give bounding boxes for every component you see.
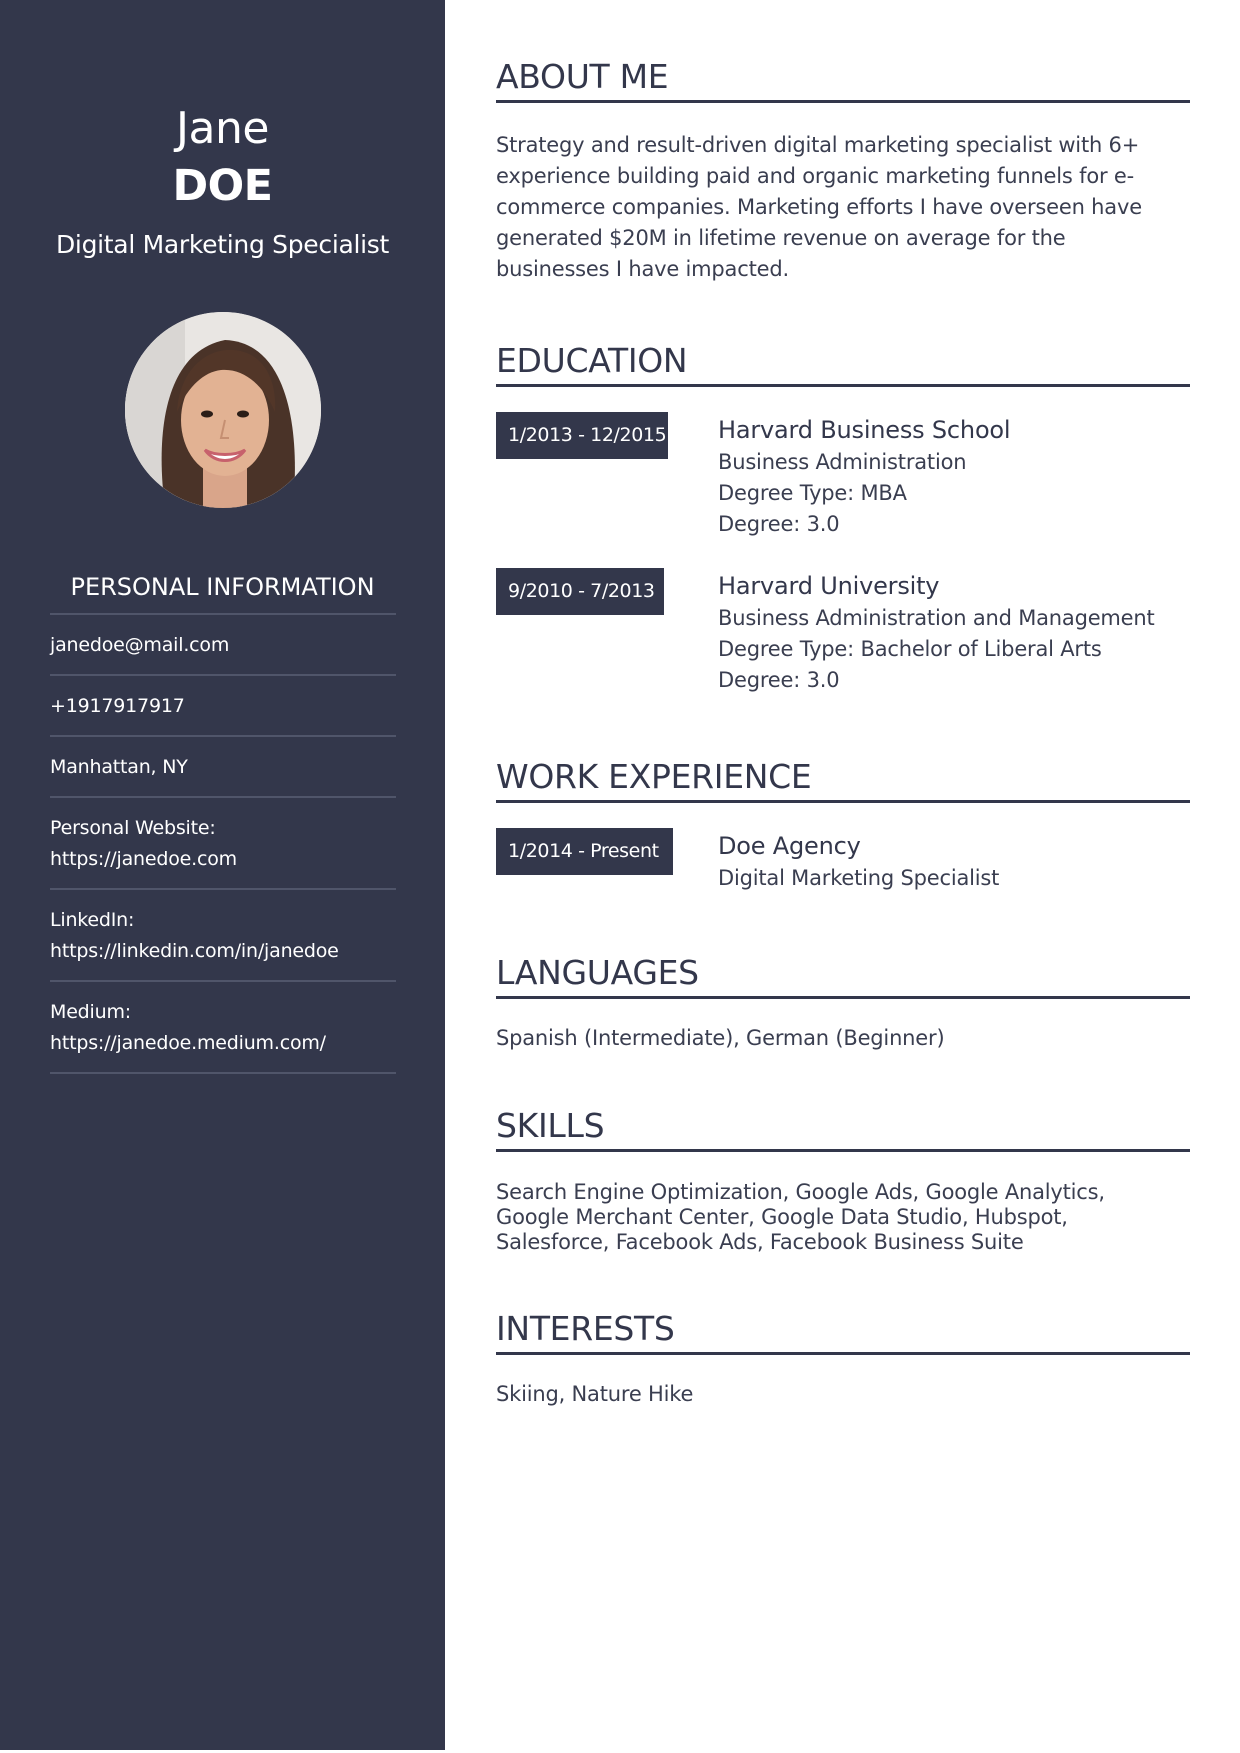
contact-email[interactable] [50, 613, 396, 674]
about-line: generated $20M in lifetime revenue on average for the [496, 226, 1066, 250]
first-name: Jane [176, 103, 269, 154]
about-line: Strategy and result-driven digital marketing specialist with 6+ [496, 133, 1140, 157]
contact-linkedin [50, 888, 396, 980]
work-entry [718, 830, 1190, 894]
skills-line: Salesforce, Facebook Ads, Facebook Business Suite [496, 1230, 1024, 1254]
education-entry [718, 414, 1190, 540]
languages-rule [496, 996, 1190, 999]
about-text [496, 130, 1190, 285]
work-experience-heading: WORK EXPERIENCE [496, 757, 812, 796]
skills-text [496, 1180, 1190, 1255]
about-line: experience building paid and organic marketing funnels for e- [496, 164, 1134, 188]
education-date-badge: 9/2010 - 7/2013 [496, 568, 664, 615]
website-link[interactable]: https://janedoe.com [50, 848, 237, 870]
degree-type: Degree Type: Bachelor of Liberal Arts [718, 637, 1102, 661]
skills-line: Google Merchant Center, Google Data Studio, Hubspot, [496, 1205, 1068, 1229]
about-line: commerce companies. Marketing efforts I have overseen have [496, 195, 1142, 219]
contact-medium [50, 980, 396, 1072]
location-value: Manhattan, NY [50, 756, 188, 778]
contact-phone[interactable] [50, 674, 396, 735]
degree-grade: Degree: 3.0 [718, 668, 840, 692]
interests-rule [496, 1352, 1190, 1355]
linkedin-link[interactable]: https://linkedin.com/in/janedoe [50, 940, 339, 962]
interests-text: Skiing, Nature Hike [496, 1382, 694, 1406]
about-heading: ABOUT ME [496, 57, 669, 96]
linkedin-label: LinkedIn: [50, 909, 135, 931]
last-name: DOE [172, 161, 273, 211]
interests-heading: INTERESTS [496, 1309, 675, 1348]
institution-name: Harvard University [718, 572, 940, 600]
field-of-study: Business Administration and Management [718, 606, 1155, 630]
contact-location [50, 735, 396, 796]
institution-name: Harvard Business School [718, 416, 1011, 444]
email-value[interactable]: janedoe@mail.com [50, 634, 230, 656]
company-name: Doe Agency [718, 832, 861, 860]
degree-type: Degree Type: MBA [718, 481, 907, 505]
medium-label: Medium: [50, 1001, 131, 1023]
education-date-badge: 1/2013 - 12/2015 [496, 412, 668, 459]
education-heading: EDUCATION [496, 341, 688, 380]
personal-information-list [50, 613, 396, 1074]
personal-information-heading: PERSONAL INFORMATION [70, 573, 375, 601]
contact-website [50, 796, 396, 888]
sidebar [0, 0, 445, 1750]
divider [50, 1072, 396, 1074]
medium-link[interactable]: https://janedoe.medium.com/ [50, 1032, 326, 1054]
field-of-study: Business Administration [718, 450, 967, 474]
phone-value[interactable]: +1917917917 [50, 695, 185, 717]
profile-photo [125, 312, 321, 508]
education-rule [496, 384, 1190, 387]
job-role: Digital Marketing Specialist [718, 866, 1000, 890]
work-experience-rule [496, 800, 1190, 803]
education-entry [718, 570, 1190, 696]
job-title: Digital Marketing Specialist [55, 230, 390, 259]
avatar-portrait-icon [125, 312, 321, 508]
work-date-badge: 1/2014 - Present [496, 828, 673, 875]
skills-heading: SKILLS [496, 1106, 605, 1145]
about-line: businesses I have impacted. [496, 257, 789, 281]
languages-heading: LANGUAGES [496, 953, 699, 992]
website-label: Personal Website: [50, 817, 216, 839]
skills-line: Search Engine Optimization, Google Ads, Google Analytics, [496, 1180, 1105, 1204]
skills-rule [496, 1149, 1190, 1152]
about-rule [496, 100, 1190, 103]
languages-text: Spanish (Intermediate), German (Beginner) [496, 1026, 945, 1050]
degree-grade: Degree: 3.0 [718, 512, 840, 536]
